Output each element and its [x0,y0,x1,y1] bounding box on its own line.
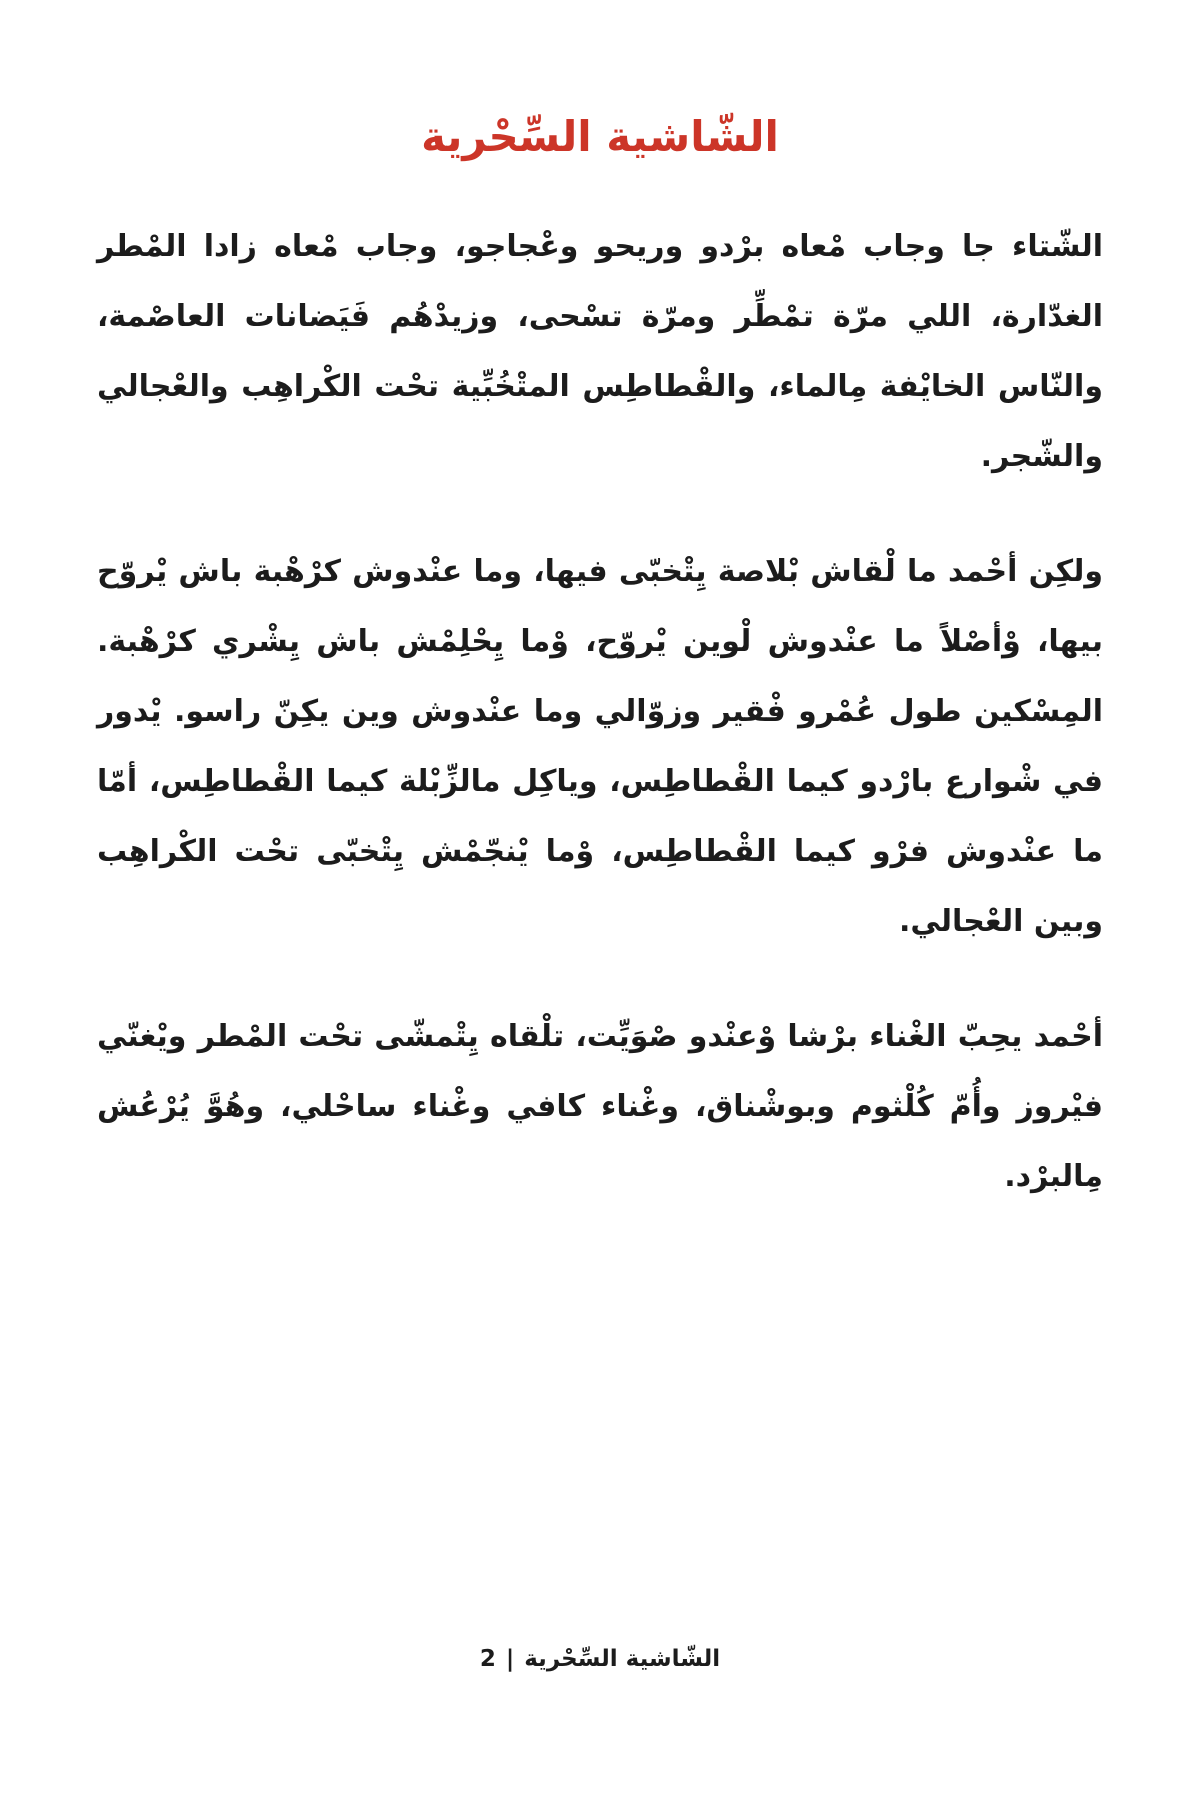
page-footer [0,1646,1200,1672]
footer-separator: | [505,1646,515,1672]
body-paragraph: ولكن أحمد ما لقاش بلاصة يتخبى فيها، وما عندوش كرهبة باش يروح بيها، وأصلا ما عندوش لوين يروح، وما يحلمش باش يشري كرهبة. المسكين طول عمرو فقير وزوالي وما عندوش وين يكن راسو. يدور في شوارع باردو كيما القطاطس، وياكل مالزبلة كيما القطاطس، أما ما عندوش فرو كيما القطاطس، وما ينجمش يتخبى تحت الكراهب وبين العجالي. [97,554,1104,939]
document-body [97,212,1103,1212]
body-paragraph: الشتاء جا وجاب معاه بردو وريحو وعجاجو، وجاب معاه زادا المطر الغدارة، اللي مرة تمطر ومرة تسحى، وزيدهم فيضانات العاصمة، والناس الخايفة مالماء، والقطاطس المتخبية تحت الكراهب والعجالي والشجر. [97,229,1103,474]
footer-book-title: الشاشية السحرية [524,1646,721,1672]
body-paragraph: أحمد يحب الغناء برشا وعندو صويت، تلقاه يتمشى تحت المطر ويغني فيروز وأم كلثوم وبوشناق، وغناء كافي وغناء ساحلي، وهو يرعش مالبرد. [97,1019,1104,1194]
footer-page-number: 2 [479,1646,496,1672]
page-title: الشّاشية السِّحْرية [421,112,779,161]
